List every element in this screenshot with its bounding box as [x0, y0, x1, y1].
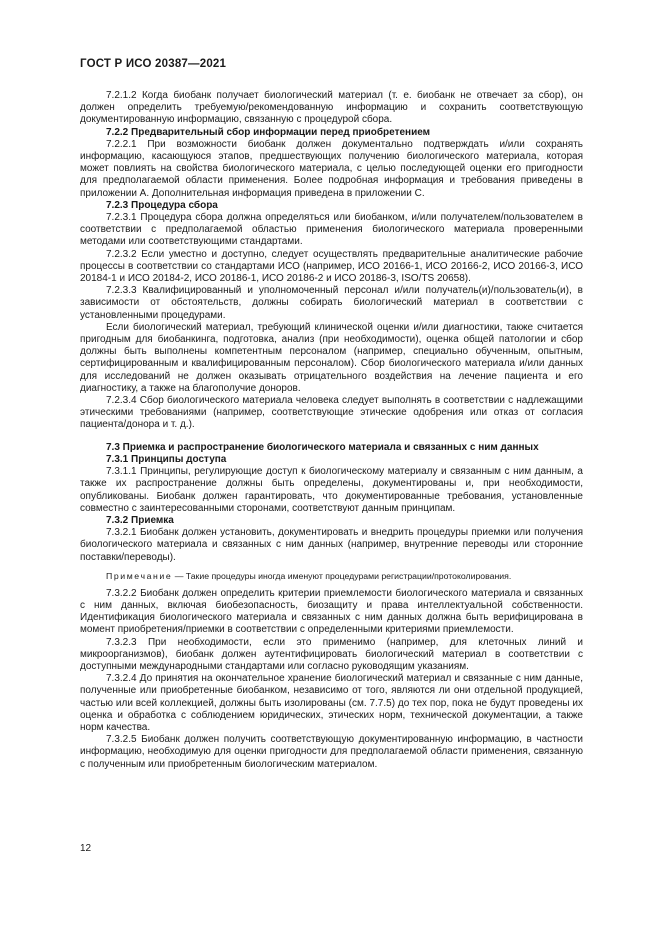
document-code-header: ГОСТ Р ИСО 20387—2021 [80, 58, 227, 70]
body-paragraph: 7.2.2.1 При возможности биобанк должен документально подтверждать и/или сохранять информацию, касающуюся этапов, предшествующих получению биологического материала, которая может повлиять на свойства биологического материала, с целью последующей оценки его пригодности для предполагаемой области применения. Более подробная информация и требования приведены в приложении А. Дополнительная информация приведена в приложении С. [80, 138, 583, 199]
body-paragraph: 7.3.2.3 При необходимости, если это применимо (например, для клеточных линий и микроорганизмов), биобанк должен аутентифицировать биологический материал в соответствии с доступными международными стандартами или согласно руководящим указаниям. [80, 636, 583, 672]
body-paragraph: 7.2.3.3 Квалифицированный и уполномоченный персонал и/или получатель(и)/пользователь(и), в зависимости от обстоятельств, должны собирать биологический материал в соответствии с установленными процедурами. [80, 285, 583, 321]
note-label: Примечание [106, 570, 173, 581]
body-paragraph: 7.3.2.2 Биобанк должен определить критерии приемлемости биологического материала и связанных с ним данных, включая биобезопасность, биозащиту и права интеллектуальной собственности. Идентификация биологического материала и связанных с ним данных должна быть верифицирована в момент приобретения/приемки в соответствии с определенными критериями приемлемости. [80, 587, 583, 636]
section-heading: 7.3.1 Принципы доступа [106, 453, 227, 465]
section-heading: 7.3.2 Приемка [106, 514, 174, 526]
page-number: 12 [80, 843, 92, 854]
body-paragraph: 7.3.2.1 Биобанк должен установить, документировать и внедрить процедуры приемки или получения биологического материала и связанных с ним данных (например, внутренние переводы или сторонние поставки/переводы). [80, 527, 583, 563]
body-paragraph: 7.2.3.1 Процедура сбора должна определяться или биобанком, и/или получателем/пользователем в соответствии с предполагаемой областью применения биологического материала проверенными методами или соответствующими стандартами. [80, 212, 583, 248]
section-heading: 7.2.3 Процедура сбора [106, 199, 218, 211]
body-paragraph: 7.2.3.4 Сбор биологического материала человека следует выполнять в соответствии с надлежащими этическими требованиями (например, соответствующие этические одобрения или отказ от согласия пациента/донора и т. д.). [80, 395, 583, 431]
note-paragraph [80, 570, 583, 582]
body-paragraph: 7.3.2.4 До принятия на окончательное хранение биологический материал и связанные с ним данные, полученные или приобретенные биобанком, независимо от того, являются ли они отдельной продукцией, частью или всей коллекцией, должны быть изолированы (см. 7.7.5) до тех пор, пока не будут проведены их оценка и обработка с соблюдением юридических, этических норм, технической документации, а также норм качества. [80, 673, 583, 733]
body-paragraph: Если биологический материал, требующий клинической оценки и/или диагностики, также считается пригодным для биобанкинга, подготовка, анализ (при необходимости), оценка общей патологии и сбор должны быть выполнены компетентным персоналом (например, специально обученным, опытным, сертифицированным и квалифицированным персоналом). Сбор биологического материала и/или данных для исследований не должен оказывать отрицательного воздействия на лечение пациента и его диагностику, а также на благополучие доноров. [80, 321, 583, 394]
body-paragraph: 7.3.2.5 Биобанк должен получить соответствующую документированную информацию, в частности информацию, необходимую для оценки пригодности для предполагаемой области применения, связанную с полученным или приобретенным биологическим материалом. [80, 734, 583, 770]
section-heading: 7.3 Приемка и распространение биологического материала и связанных с ним данных [106, 441, 539, 453]
document-body [80, 90, 583, 771]
note-text: — Такие процедуры иногда именуют процедурами регистрации/протоколирования. [172, 570, 512, 581]
body-paragraph: 7.3.1.1 Принципы, регулирующие доступ к биологическому материалу и связанным с ним данным, а также их распространение должны быть определены, документированы и, при необходимости, опубликованы. Биобанк должен гарантировать, что документированные требования, установленные совместно с заинтересованными сторонами, соответствуют данным принципам. [80, 466, 583, 514]
section-heading: 7.2.2 Предварительный сбор информации перед приобретением [106, 126, 431, 138]
body-paragraph: 7.2.1.2 Когда биобанк получает биологический материал (т. е. биобанк не отвечает за сбор), он должен определить требуемую/рекомендованную информацию и сохранить соответствующую документированную информацию, связанную с процедурой сбора. [80, 90, 583, 126]
body-paragraph: 7.2.3.2 Если уместно и доступно, следует осуществлять предварительные аналитические рабочие процессы в соответствии со стандартами ИСО (например, ИСО 20166-1, ИСО 20166-2, ИСО 20166-3, ИСО 20184-1 и ИСО 20184-2, ИСО 20186-1, ИСО 20186-2 и ИСО 20186-3, ISO/TS 20658). [80, 248, 583, 285]
